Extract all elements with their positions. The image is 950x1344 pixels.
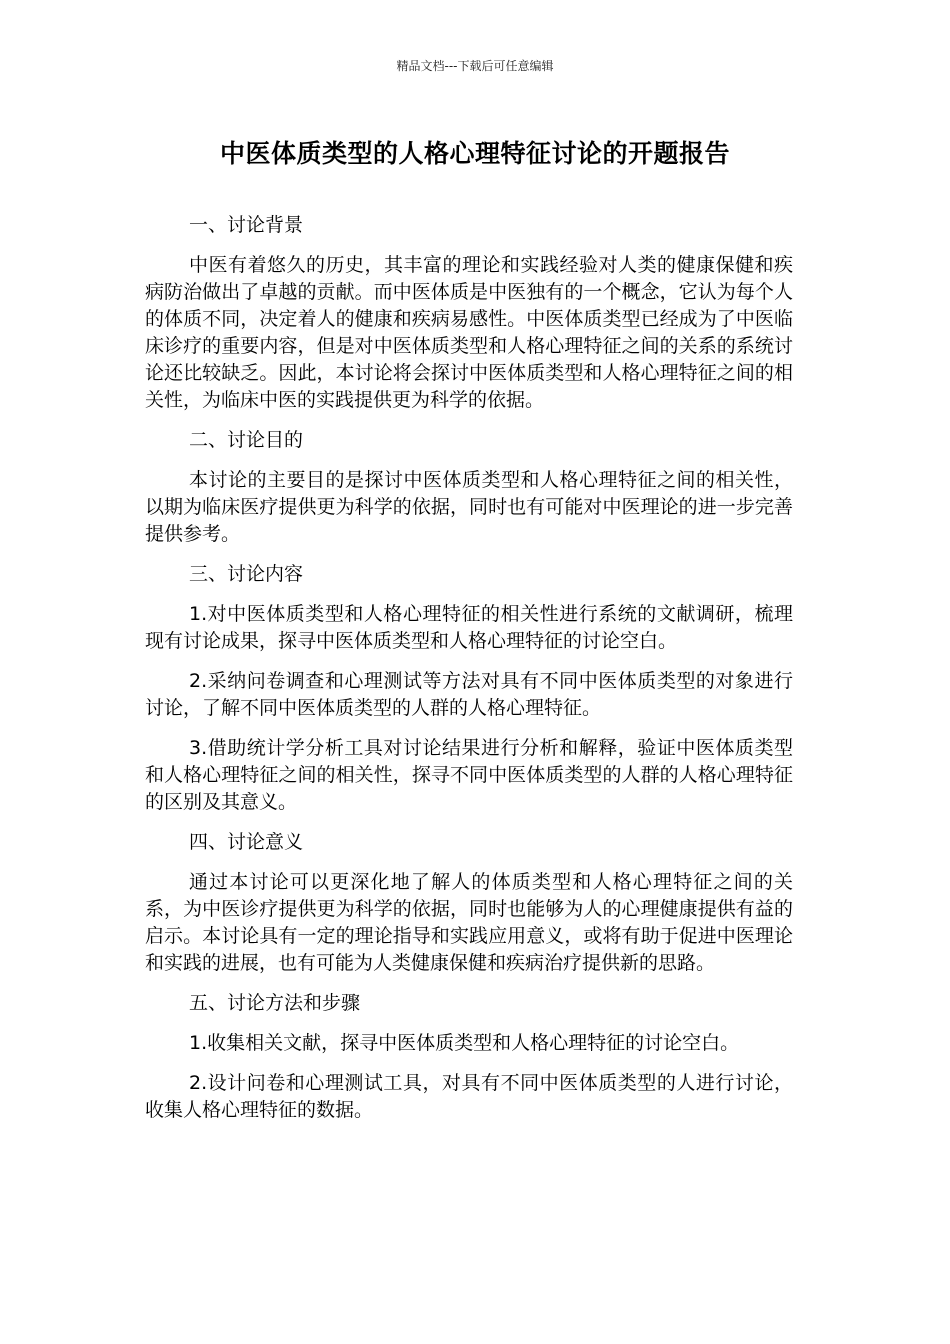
paragraph-purpose: 本讨论的主要目的是探讨中医体质类型和人格心理特征之间的相关性，以期为临床医疗提供更为科学的依据，同时也有可能对中医理论的进一步完善提供参考。 (145, 469, 793, 545)
paragraph-background: 中医有着悠久的历史，其丰富的理论和实践经验对人类的健康保健和疾病防治做出了卓越的贡献。而中医体质是中医独有的一个概念，它认为每个人的体质不同，决定着人的健康和疾病易感性。中医体质类型已经成为了中医临床诊疗的重要内容，但是对中医体质类型和人格心理特征之间的关系的系统讨论还比较缺乏。因此，本讨论将会探讨中医体质类型和人格心理特征之间的相关性，为临床中医的实践提供更为科学的依据。 (145, 254, 793, 411)
section-heading-purpose: 二、讨论目的 (189, 429, 304, 451)
paragraph-content-item-3: 3.借助统计学分析工具对讨论结果进行分析和解释，验证中医体质类型和人格心理特征之间的相关性，探寻不同中医体质类型的人群的人格心理特征的区别及其意义。 (145, 737, 793, 813)
section-heading-background: 一、讨论背景 (189, 214, 304, 236)
paragraph-methods-step-1: 1.收集相关文献，探寻中医体质类型和人格心理特征的讨论空白。 (189, 1032, 740, 1054)
section-heading-content: 三、讨论内容 (189, 563, 304, 585)
paragraph-significance: 通过本讨论可以更深化地了解人的体质类型和人格心理特征之间的关系，为中医诊疗提供更为科学的依据，同时也能够为人的心理健康提供有益的启示。本讨论具有一定的理论指导和实践应用意义，或将有助于促进中医理论和实践的进展，也有可能为人类健康保健和疾病治疗提供新的思路。 (145, 871, 793, 974)
page-header: 精品文档---下载后可任意编辑 (396, 59, 554, 73)
paragraph-content-item-2: 2.采纳问卷调查和心理测试等方法对具有不同中医体质类型的对象进行讨论，了解不同中医体质类型的人群的人格心理特征。 (145, 670, 793, 719)
section-heading-methods: 五、讨论方法和步骤 (189, 992, 361, 1014)
paragraph-content-item-1: 1.对中医体质类型和人格心理特征的相关性进行系统的文献调研，梳理现有讨论成果，探寻中医体质类型和人格心理特征的讨论空白。 (145, 603, 793, 652)
document-body (145, 212, 793, 1137)
section-heading-significance: 四、讨论意义 (189, 831, 304, 853)
document-title: 中医体质类型的人格心理特征讨论的开题报告 (219, 139, 730, 168)
paragraph-methods-step-2: 2.设计问卷和心理测试工具，对具有不同中医体质类型的人进行讨论，收集人格心理特征的数据。 (145, 1072, 793, 1121)
